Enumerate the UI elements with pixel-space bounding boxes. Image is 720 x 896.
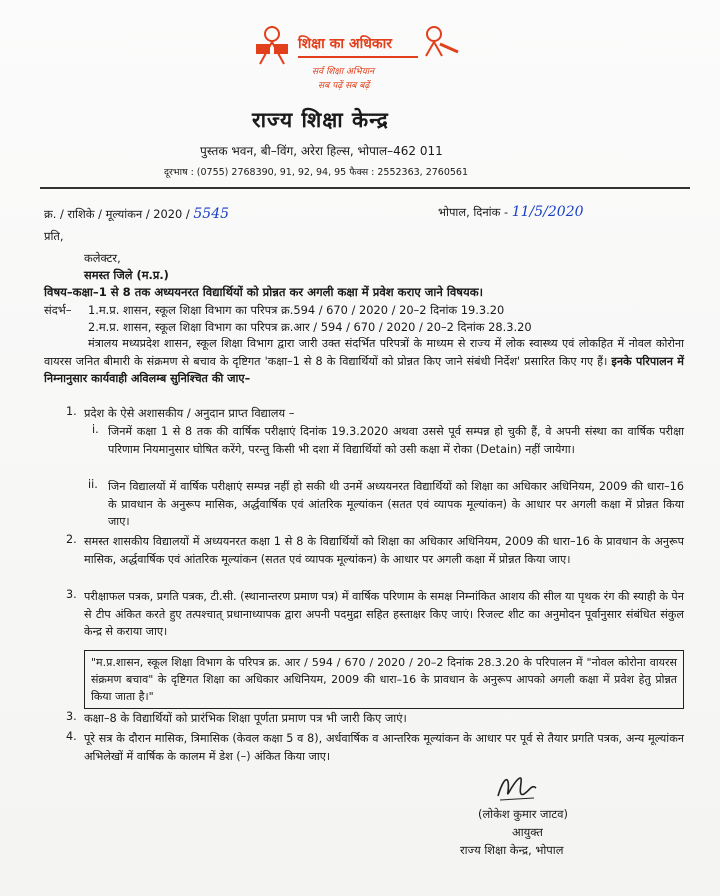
office-phone: दूरभाष : (0755) 2768390, 91, 92, 94, 95 फैक्स : 2552363, 2760561: [164, 167, 469, 178]
subject-line: विषय–कक्षा–1 से 8 तक अध्ययनरत विद्यार्थियों को प्रोन्नत कर अगली कक्षा में प्रवेश कराए जाने विषयक।: [44, 285, 484, 299]
pencil-child-icon: [420, 24, 460, 58]
logo: [240, 20, 470, 100]
item-2-number: 2.: [66, 533, 77, 546]
reference-line: [44, 206, 229, 223]
references-label: संदर्भ–: [44, 303, 72, 317]
logo-sub-text-2: सब पढ़ें सब बढ़ें: [318, 81, 370, 91]
addressee-line-2: समस्त जिले (म.प्र.): [84, 268, 169, 282]
prati-label: प्रति,: [44, 229, 64, 243]
item-1-i-numeral: i.: [92, 423, 99, 436]
signatory-office: राज्य शिक्षा केन्द्र, भोपाल: [460, 843, 564, 857]
child-reading-icon: [250, 24, 294, 68]
item-3b-text: कक्षा–8 के विद्यार्थियों को प्रारंभिक शिक्षा पूर्णता प्रमाण पत्र भी जारी किए जाएं।: [84, 711, 407, 725]
header-divider: [40, 187, 690, 189]
addressee-line-1: कलेक्टर,: [84, 251, 121, 265]
signatory-designation: आयुक्त: [512, 825, 543, 839]
item-1-text: प्रदेश के ऐसे अशासकीय / अनुदान प्राप्त विद्यालय –: [84, 406, 295, 420]
item-2-text: समस्त शासकीय विद्यालयों में अध्ययनरत कक्षा 1 से 8 के विद्यार्थियों को शिक्षा का अधिकार अधिनियम, 2009 की धारा–16 के प्रावधान के अनुरूप मासिक, अर्द्धवार्षिक एवं आंतरिक मूल्यांकन (सतत एवं व्यापक मूल्यांकन) के आधार पर अगली कक्षा में प्रोन्नत किया जाए।: [84, 535, 684, 566]
intro-text: मंत्रालय मध्यप्रदेश शासन, स्कूल शिक्षा विभाग द्वारा जारी उक्त संदर्भित परिपत्रों के माध्यम से राज्य में लोक स्वास्थ्य एवं लोकहित में नोवल कोरोना वायरस जनित बीमारी के संक्रमण से बचाव के दृष्टिगत 'कक्षा–1 से 8 के विद्यार्थियों को प्रोन्नत किए जाने संबंधी निर्देश' प्रसारित किए गए हैं।: [44, 337, 684, 368]
reference-prefix: क्र. / राशिके / मूल्यांकन / 2020 /: [44, 207, 190, 221]
office-title: राज्य शिक्षा केन्द्र: [252, 108, 389, 132]
date-line: [438, 204, 584, 221]
signatory-name: (लोकेश कुमार जाटव): [478, 807, 568, 821]
office-address: पुस्तक भवन, बी–विंग, अरेरा हिल्स, भोपाल–462 011: [200, 144, 443, 158]
item-4-text: पूरे सत्र के दौरान मासिक, त्रिमासिक (केवल कक्षा 5 व 8), अर्धवार्षिक व आन्तरिक मूल्यांकन के आधार पर पूर्व से तैयार प्रगति पत्रक, अन्य मूल्यांकन अभिलेखों में वार्षिक के कालम में डेश (–) अंकित किया जाए।: [84, 732, 684, 763]
item-1-i-text: जिनमें कक्षा 1 से 8 तक की वार्षिक परीक्षाएं दिनांक 19.3.2020 अथवा उससे पूर्व सम्पन्न हो चुकी हैं, वे अपनी संस्था का वार्षिक परीक्षा परिणाम नियमानुसार घोषित करेंगे, परन्तु किसी भी दशा में विद्यार्थियों को उसी कक्षा में रोका (Detain) नहीं जायेगा।: [108, 425, 684, 456]
seal-text-box: "म.प्र.शासन, स्कूल शिक्षा विभाग के परिपत्र क्र. आर / 594 / 670 / 2020 / 20–2 दिनांक 28.3.20 के परिपालन में "नोवल कोरोना वायरस संक्रमण बचाव" के दृष्टिगत शिक्षा का अधिकार अधिनियम, 2009 की धारा–16 के प्रावधान के अनुरूप आपको अगली कक्षा में प्रवेश हेतु प्रोन्नत किया जाता है।": [84, 650, 684, 709]
signature-scribble-icon: [494, 770, 540, 804]
intro-paragraph: [44, 335, 684, 388]
date-label: भोपाल, दिनांक -: [438, 205, 509, 219]
item-3b-number: 3.: [66, 710, 77, 723]
intro-bold-text: इनके परिपालन में निम्नानुसार कार्यवाही अविलम्ब सुनिश्चित की जाए–: [44, 354, 684, 386]
date-handwritten: 11/5/2020: [511, 204, 584, 220]
logo-main-text: शिक्षा का अधिकार: [298, 36, 392, 52]
reference-1: 1.म.प्र. शासन, स्कूल शिक्षा विभाग का परिपत्र क्र.594 / 670 / 2020 / 20–2 दिनांक 19.3.20: [88, 303, 505, 317]
reference-2: 2.म.प्र. शासन, स्कूल शिक्षा विभाग का परिपत्र क्र.आर / 594 / 670 / 2020 / 20–2 दिनांक 28.3.20: [88, 320, 532, 334]
item-4-number: 4.: [66, 730, 77, 743]
item-3-number: 3.: [66, 588, 77, 601]
item-1-ii-numeral: ii.: [88, 478, 98, 491]
logo-sub-text-1: सर्व शिक्षा अभियान: [312, 67, 375, 77]
item-1-number: 1.: [66, 405, 77, 418]
item-1-ii-text: जिन विद्यालयों में वार्षिक परीक्षाएं सम्पन्न नहीं हो सकी थी उनमें अध्ययनरत विद्यार्थियों को शिक्षा का अधिकार अधिनियम, 2009 की धारा–16 के प्रावधान के अनुरूप मासिक, अर्द्धवार्षिक एवं आंतरिक मूल्यांकन (सतत एवं व्यापक मूल्यांकन) के आधार पर अगली कक्षा में प्रोन्नत किया जाए।: [108, 480, 684, 529]
reference-number-handwritten: 5545: [193, 206, 230, 222]
item-3-text: परीक्षाफल पत्रक, प्रगति पत्रक, टी.सी. (स्थानान्तरण प्रमाण पत्र) में वार्षिक परिणाम के समक्ष निम्नांकित आशय की सील या पृथक रंग की स्याही के पेन से टीप अंकित करते हुए तत्पश्चात् प्रधानाध्यापक द्वारा अपनी पदमुद्रा सहित हस्ताक्षर किए जाएं। रिजल्ट शीट का अनुमोदन पूर्वानुसार संबंधित संकुल केन्द्र से कराया जाए।: [84, 590, 684, 639]
